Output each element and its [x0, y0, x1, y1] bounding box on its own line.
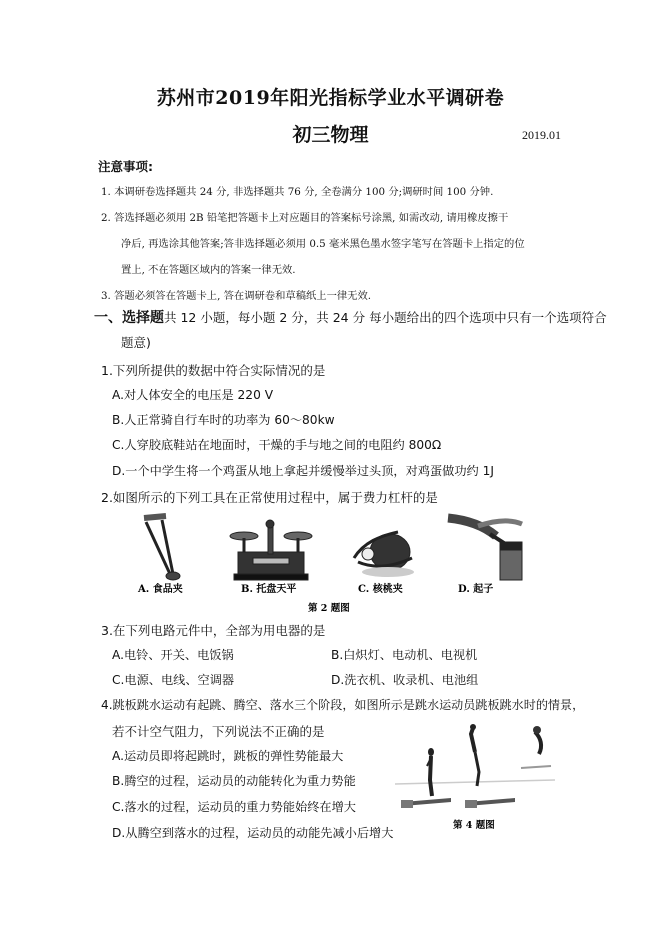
- option-d-label: D. 起子: [458, 584, 494, 595]
- figure-2-caption: 第 2 题图: [308, 603, 350, 614]
- exam-subject: 初三物理: [292, 124, 369, 146]
- question-1-stem: 1.下列所提供的数据中符合实际情况的是: [101, 363, 326, 378]
- option-b-label: B. 托盘天平: [241, 584, 297, 595]
- option-c-label: C. 核桃夹: [358, 584, 403, 595]
- note-line: 置上, 不在答题区域内的答案一律无效.: [121, 264, 296, 276]
- nutcracker-image: [354, 532, 414, 577]
- exam-title: 苏州市2019年阳光指标学业水平调研卷: [156, 87, 505, 109]
- question-4-figure: [395, 722, 555, 844]
- question-4-option-a: A.运动员即将起跳时，跳板的弹性势能最大: [112, 749, 344, 763]
- balance-scale-image: [230, 520, 312, 580]
- exam-date: 2019.01: [522, 128, 561, 142]
- note-line: 3. 答题必须答在答题卡上, 答在调研卷和草稿纸上一律无效.: [101, 290, 372, 302]
- food-tongs-image: [144, 516, 180, 580]
- question-1-option-b: B.人正常骑自行车时的功率为 60～80kw: [112, 413, 335, 427]
- question-1-option-d: D.一个中学生将一个鸡蛋从地上拿起并缓慢举过头顶，对鸡蛋做功约 1J: [112, 464, 494, 478]
- bottle-opener-image: [448, 518, 522, 580]
- question-3-option-d: D.洗衣机、收录机、电池组: [331, 673, 479, 687]
- question-4-option-d: D.从腾空到落水的过程，运动员的动能先减小后增大: [112, 826, 394, 840]
- note-line: 净后, 再选涂其他答案;答非选择题必须用 0.5 毫米黑色墨水签字笔写在答题卡上指定的位: [121, 238, 525, 250]
- question-2-figure: [118, 512, 558, 617]
- question-3-option-b: B.白炽灯、电动机、电视机: [331, 648, 478, 662]
- question-3-option-a: A.电铃、开关、电饭锅: [112, 648, 234, 662]
- note-line: 2. 答选择题必须用 2B 铅笔把答题卡上对应题目的答案标号涂黑, 如需改动, 请用橡皮擦干: [101, 212, 509, 224]
- section-instructions: 共 12 小题，每小题 2 分，共 24 分 每小题给出的四个选项中只有一个选项符合: [164, 310, 607, 325]
- question-1-option-a: A.对人体安全的电压是 220 V: [112, 388, 274, 402]
- diving-scene-image: [395, 724, 555, 808]
- question-4-stem: 4.跳板跳水运动有起跳、腾空、落水三个阶段，如图所示是跳水运动员跳板跳水时的情景，: [101, 698, 585, 712]
- section-title: 选择题: [122, 310, 164, 326]
- note-line: 1. 本调研卷选择题共 24 分, 非选择题共 76 分, 全卷满分 100 分;调研时间 100 分钟.: [101, 186, 494, 198]
- section-number: 一、: [94, 310, 122, 326]
- section-heading: [94, 307, 607, 327]
- section-instructions-cont: 题意): [121, 335, 151, 350]
- question-4-option-c: C.落水的过程，运动员的重力势能始终在增大: [112, 800, 356, 814]
- question-4-stem-cont: 若不计空气阻力，下列说法不正确的是: [112, 724, 325, 739]
- question-1-option-c: C.人穿胶底鞋站在地面时，干燥的手与地之间的电阻约 800Ω: [112, 438, 442, 452]
- question-3-stem: 3.在下列电路元件中，全部为用电器的是: [101, 623, 326, 638]
- question-3-option-c: C.电源、电线、空调器: [112, 673, 235, 687]
- question-4-option-b: B.腾空的过程，运动员的动能转化为重力势能: [112, 774, 356, 788]
- figure-4-caption: 第 4 题图: [453, 820, 495, 831]
- question-2-stem: 2.如图所示的下列工具在正常使用过程中，属于费力杠杆的是: [101, 490, 438, 505]
- notes-heading: 注意事项:: [98, 159, 153, 174]
- option-a-label: A. 食品夹: [138, 584, 183, 595]
